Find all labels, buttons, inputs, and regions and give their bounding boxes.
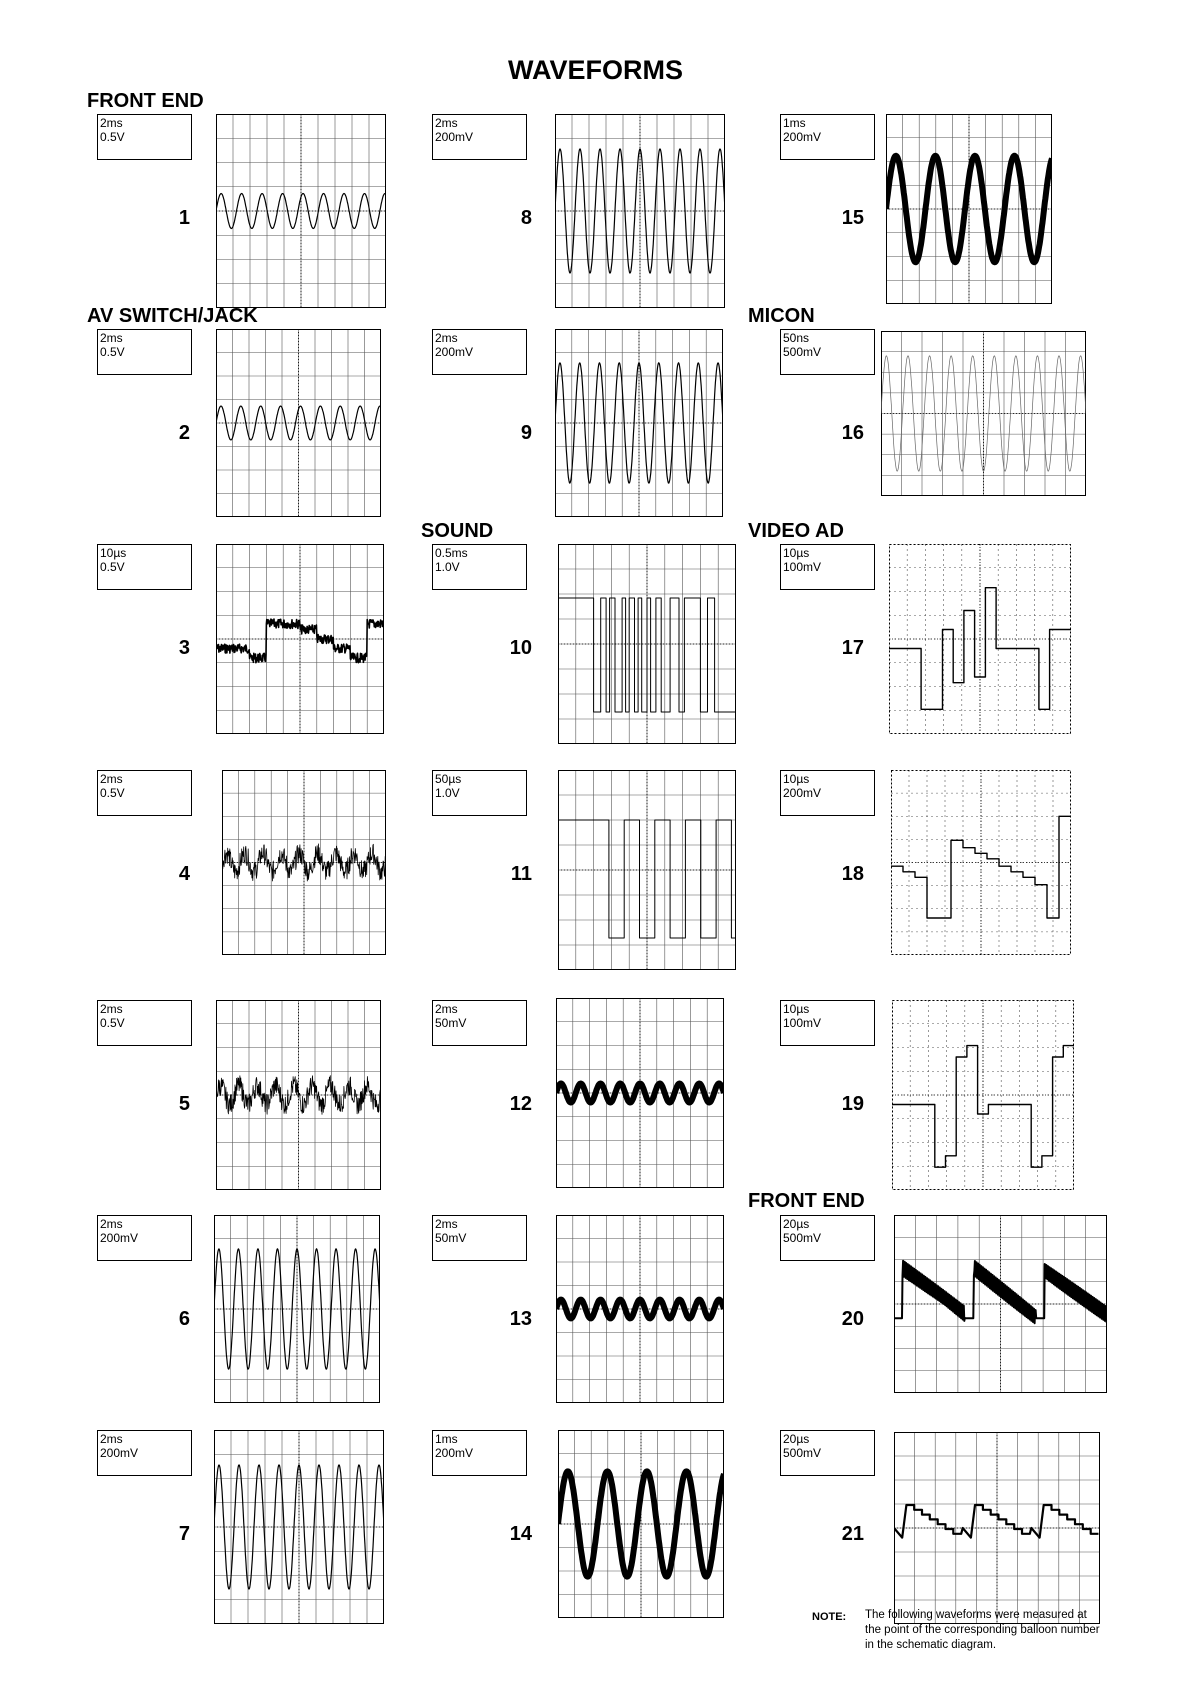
volt-division: 0.5V [100,345,125,359]
volt-division: 50mV [435,1231,467,1245]
scope-settings-box [432,114,527,160]
time-division: 2ms [435,1217,458,1231]
volt-division: 200mV [435,345,474,359]
balloon-number: 21 [841,1523,864,1545]
oscilloscope-trace [555,329,723,517]
scope-settings-box [780,544,875,590]
balloon-number: 13 [509,1308,532,1330]
volt-division: 200mV [783,130,822,144]
volt-division: 1.0V [435,560,460,574]
oscilloscope-trace [894,1215,1107,1393]
section-front-end: FRONT END [87,90,204,112]
balloon-number: 3 [178,637,190,659]
oscilloscope-trace [216,329,381,517]
balloon-number: 11 [510,863,532,885]
oscilloscope-trace [881,331,1086,496]
time-division: 2ms [100,772,123,786]
oscilloscope-trace [886,114,1052,304]
note-text: The following waveforms were measured at the point of the corresponding balloon number in the schematic diagram. [865,1609,1100,1651]
scope-settings-box [780,770,875,816]
balloon-number: 19 [841,1093,864,1115]
page-title: WAVEFORMS [508,55,683,85]
volt-division: 0.5V [100,560,125,574]
oscilloscope-trace [558,770,736,970]
balloon-number: 10 [509,637,532,659]
balloon-number: 17 [841,637,864,659]
scope-settings-box [432,770,527,816]
scope-settings-box [780,1430,875,1476]
oscilloscope-trace [214,1430,384,1624]
volt-division: 500mV [783,1231,822,1245]
volt-division: 1.0V [435,786,460,800]
scope-settings-box [97,544,192,590]
scope-settings-box [432,329,527,375]
scope-settings-box [97,1215,192,1261]
time-division: 2ms [100,1002,123,1016]
time-division: 2ms [100,1432,123,1446]
time-division: 2ms [435,116,458,130]
oscilloscope-trace [222,770,386,955]
oscilloscope-trace [894,1432,1100,1624]
waveform-trace [558,598,736,712]
note-label: NOTE: [812,1611,847,1623]
scope-settings-box [780,1215,875,1261]
balloon-number: 16 [841,422,864,444]
time-division: 20µs [783,1432,810,1446]
oscilloscope-trace [889,544,1071,734]
section-av-switch-jack: AV SWITCH/JACK [87,305,258,327]
volt-division: 0.5V [100,786,125,800]
balloon-number: 4 [178,863,190,885]
oscilloscope-trace [558,1430,724,1618]
scope-settings-box [97,1430,192,1476]
scope-settings-box [780,1000,875,1046]
balloon-number: 5 [178,1093,190,1115]
time-division: 2ms [100,116,123,130]
time-division: 0.5ms [435,546,468,560]
oscilloscope-trace [214,1215,380,1403]
volt-division: 100mV [783,560,822,574]
volt-division: 200mV [435,1446,474,1460]
oscilloscope-trace [556,998,724,1188]
volt-division: 200mV [100,1231,139,1245]
volt-division: 0.5V [100,130,125,144]
balloon-number: 8 [520,207,532,229]
section-micon: MICON [748,305,815,327]
time-division: 1ms [435,1432,458,1446]
section-sound: SOUND [421,520,494,542]
balloon-number: 9 [520,422,532,444]
oscilloscope-trace [558,544,736,744]
section-front-end-2: FRONT END [748,1190,865,1212]
oscilloscope-trace [556,1215,724,1403]
balloon-number: 15 [841,207,864,229]
section-video-ad: VIDEO AD [748,520,844,542]
oscilloscope-trace [216,1000,381,1190]
balloon-number: 14 [509,1523,532,1545]
scope-settings-box [432,544,527,590]
volt-division: 0.5V [100,1016,125,1030]
time-division: 10µs [100,546,127,560]
oscilloscope-trace [891,770,1071,955]
balloon-number: 12 [509,1093,532,1115]
scope-settings-box [780,329,875,375]
volt-division: 500mV [783,345,822,359]
scope-settings-box [432,1000,527,1046]
scope-settings-box [97,329,192,375]
balloon-number: 2 [178,422,190,444]
volt-division: 500mV [783,1446,822,1460]
scope-settings-box [432,1430,527,1476]
oscilloscope-trace [216,544,384,734]
balloon-number: 18 [841,863,864,885]
time-division: 2ms [435,1002,458,1016]
scope-settings-box [780,114,875,160]
time-division: 50ns [783,331,810,345]
time-division: 50µs [435,772,462,786]
balloon-number: 20 [841,1308,864,1330]
balloon-number: 1 [178,207,190,229]
time-division: 2ms [100,1217,123,1231]
balloon-number: 6 [178,1308,190,1330]
oscilloscope-trace [555,114,725,308]
volt-division: 50mV [435,1016,467,1030]
time-division: 10µs [783,546,810,560]
scope-settings-box [432,1215,527,1261]
volt-division: 200mV [100,1446,139,1460]
volt-division: 100mV [783,1016,822,1030]
time-division: 10µs [783,772,810,786]
time-division: 10µs [783,1002,810,1016]
time-division: 2ms [100,331,123,345]
balloon-number: 7 [178,1523,190,1545]
scope-settings-box [97,770,192,816]
time-division: 20µs [783,1217,810,1231]
oscilloscope-trace [892,1000,1074,1190]
waveform-trace [894,1505,1099,1538]
volt-division: 200mV [435,130,474,144]
time-division: 1ms [783,116,806,130]
volt-division: 200mV [783,786,822,800]
scope-settings-box [97,114,192,160]
scope-settings-box [97,1000,192,1046]
time-division: 2ms [435,331,458,345]
oscilloscope-trace [216,114,386,308]
